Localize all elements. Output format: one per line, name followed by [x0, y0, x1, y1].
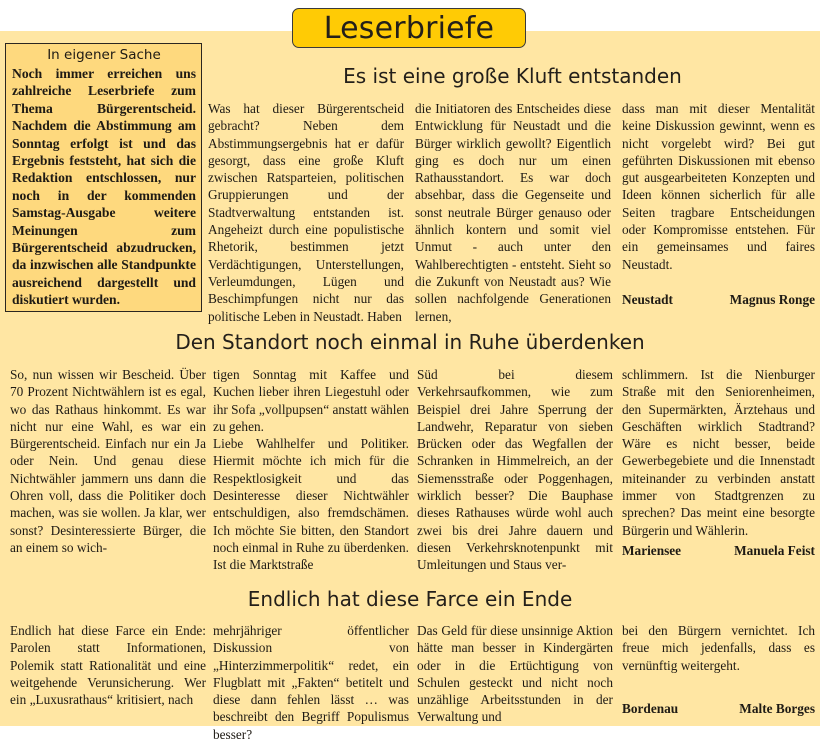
letter-column: Das Geld für diese unsinnige Aktion hätte man besser in Kindergärten oder in die Ertüchtigung von Schulen gesteckt und nicht noch unzählige Arbeitsstunden in der Verwaltung und — [417, 623, 613, 725]
letter-column — [213, 366, 409, 574]
letter-headline: Endlich hat diese Farce ein Ende — [247, 587, 573, 611]
letter-column: So, nun wissen wir Bescheid. Über 70 Prozent Nichtwählern ist es egal, wo das Rathaus hinkommt. Es war nicht nur eine Wahl, es war ein Bürgerentscheid. Einfach nur ein Ja oder Nein. Und genau diese Nichtwähler jammern uns dann die Ohren voll, dass die Politiker doch machen, was sie wollen. Ja klar, wer sonst? Desinteressierte Bürger, die an einem so wich- — [10, 367, 206, 555]
notice-title: In eigener Sache — [47, 47, 161, 63]
letter-place: Neustadt — [622, 292, 673, 307]
letter-column: Süd bei diesem Verkehrsaufkommen, wie zum Beispiel drei Jahre Sperrung der Landwehr, Reparatur von sieben Brücken oder das Wegfallen der Schranken in Himmelreich, an der Siemensstraße oder Poggenhagen, wirklich besser? Die Bauphase dieses Rathauses würde wohl auch zwei bis drei Jahre dauern und diesen Verkehrsknotenpunkt mit Umleitungen und Staus ver- — [417, 367, 613, 573]
notice-body: Noch immer erreichen uns zahlreiche Leserbriefe zum Thema Bürgerentscheid. Nachdem die Abstimmung am Sonntag erfolgt ist und das Ergebnis feststeht, hat sich die Redaktion entschlossen, nur noch in der kommenden Samstag-Ausgabe weitere Meinungen zum Bürgerentscheid abzudrucken, da inzwischen alle Standpunkte ausreichend dargestellt und diskutiert wurden. — [12, 66, 196, 308]
letter-column: dass man mit dieser Mentalität keine Diskussion gewinnt, wenn es nicht vorgelebt wird? Bei gut geführten Diskussionen mit ebenso gut ausgearbeiteten Konzepten und Ideen können sicherlich für alle Seiten tragbare Entscheidungen oder Kompromisse entstehen. Für ein gemeinsames und faires Neustadt. — [622, 101, 815, 272]
letter-signature — [622, 543, 815, 559]
letter-author: Manuela Feist — [734, 543, 815, 558]
letter-signature — [622, 292, 815, 308]
letter-column: mehrjähriger öffentlicher Diskussion von „Hinterzimmerpolitik“ redet, ein Flugblatt mit „Fakten“ betitelt und diese dann fehlen lässt … was beschreibt den Begriff Populismus besser? — [213, 623, 409, 742]
letter-place: Bordenau — [622, 701, 679, 716]
letter-column: Was hat dieser Bürgerentscheid gebracht? Neben dem Abstimmungsergebnis hat er dafür gesorgt, dass eine große Kluft zwischen Ratsparteien, politischen Gruppierungen und der Stadtverwaltung entstanden ist. Angeheizt durch eine populistische Rhetorik, bestimmen jetzt Verdächtigungen, Unterstellungen, Verleumdungen, Lügen und Beschimpfungen nicht nur das politische Leben in Neustadt. Haben — [208, 101, 404, 324]
letter-paragraph: tigen Sonntag mit Kaffee und Kuchen lieber ihren Liegestuhl oder ihr Sofa „vollpupsen“ anstatt wählen zu gehen. — [213, 367, 409, 434]
letter-author: Malte Borges — [739, 701, 815, 716]
letter-signature — [622, 701, 815, 717]
letter-column: bei den Bürgern vernichtet. Ich freue mich jedenfalls, dass es vernünftig weitergeht. — [622, 623, 815, 673]
section-title: Leserbriefe — [292, 8, 526, 48]
editorial-notice-box — [5, 43, 202, 312]
letter-column: Endlich hat diese Farce ein Ende: Parolen statt Informationen, Polemik statt Rationalität und eine weitgehende Verunsicherung. Wer ein „Luxusrathaus“ kritisiert, nach — [10, 623, 206, 708]
letter-paragraph: Liebe Wahlhelfer und Politiker. Hiermit möchte ich mich für die Respektlosigkeit und das Desinteresse dieser Nichtwähler entschuldigen, also fremdschämen. Ich möchte Sie bitten, den Standort noch einmal in Ruhe zu überdenken. Ist die Marktstraße — [213, 436, 409, 573]
letter-column: schlimmern. Ist die Nienburger Straße mit den Seniorenheimen, den Supermärkten, Ärztehaus und Geschäften wirklich Stadtrand? Wäre es nicht besser, beide Gewerbegebiete und die Innenstadt miteinander zu verbinden anstatt immer von Stadtgrenzen zu sprechen? Das meint eine besorgte Bürgerin und Wählerin. — [622, 367, 815, 538]
letter-place: Mariensee — [622, 543, 682, 558]
letter-headline: Den Standort noch einmal in Ruhe überdenken — [175, 330, 645, 354]
letter-column: die Initiatoren des Entscheides diese Entwicklung für Neustadt und die Bürger wirklich gewollt? Eigentlich ging es doch nur um einen Rathausstandort. Es war doch absehbar, dass die Gegenseite und sonst neutrale Bürger genauso oder ähnlich kontern und somit viel Unmut - auch unter den Wahlberechtigten - entsteht. Sieht so die Zukunft von Neustadt aus? Wie sollen nachfolgende Generationen lernen, — [415, 101, 611, 324]
letter-headline: Es ist eine große Kluft entstanden — [343, 64, 682, 88]
letter-author: Magnus Ronge — [729, 292, 815, 307]
